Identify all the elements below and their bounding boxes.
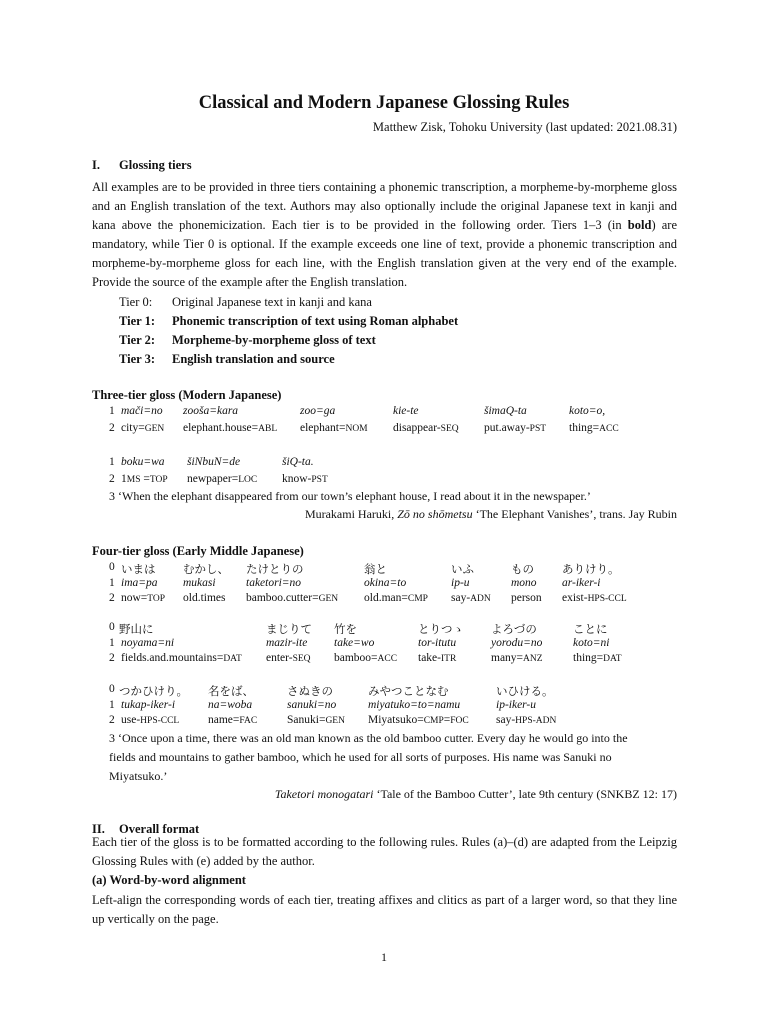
document-title: Classical and Modern Japanese Glossing Rules xyxy=(198,93,570,113)
tier-2-row: Tier 2: Morpheme-by-morpheme gloss of text xyxy=(119,333,376,347)
section-heading-1 xyxy=(92,158,192,173)
example-heading-three-tier: Three-tier gloss (Modern Japanese) xyxy=(92,388,282,402)
paragraph-overall-format: Each tier of the gloss is to be formatted according to the following rules. Rules (a)–(d) are adapted from the Leipzig Glossing Rules with (e) added by the author. xyxy=(92,835,677,868)
document-page: Classical and Modern Japanese Glossing Rules Matthew Zisk, Tohoku University (last updated: 2021.08.31) I. Glossing tiers All examples are to be provided in three tiers containing a phonemic transcription, a morpheme-by-morpheme gloss and an English translation of the text. Authors may also optionally include the original Japanese text in kanji and kana above the phonemicization. Each tier is to be provided in the following order. Tiers 1–3 (in bold) are mandatory, while Tier 0 is optional. If the example exceeds one line of text, provide a phonemic transcription and morpheme-by-morpheme gloss for each line, with the English translation given at the very end of the example. Provide the source of the example after the English translation. Tier 0: Original Japanese text in kanji and kana Tier 1: Phonemic transcription of text using Roman alphabet Tier 2: Morpheme-by-morpheme gloss of text Tier 3: English translation and source Three-tier gloss (Modern Japanese) 1 mači=no zooša=kara zoo=ga kie-te šimaQ-ta koto=o, 2 city=GEN elephant.house=ABL elephant=NOM disappear-SEQ put.away-PST thing=ACC 1 boku=wa šiNbuN=de šiQ-ta. 2 1MS =TOP newpaper=LOC know-PST 3 ‘When the elephant disappeared from our town’s elephant house, I read about it in the newspaper.’ Murakami Haruki, Zō no shōmetsu ‘The Elephant Vanishes’, trans. Jay Rubin Four-tier gloss (Early Middle Japanese) 0 いまは むかし、 たけとりの 翁と いふ もの ありけり。 1 ima=pa mukasi taketori=no okina=to ip-u mono ar-iker-i 2 now=TOP old.times bamboo.cutter=GEN old.man=CMP say-ADN person exist-HPS-CCL 0 野山に まじりて 竹を とりつゝ よろづの ことに 1 noyama=ni mazir-ite take=wo tor-itutu yorodu=no koto=ni 2 fields.and.mountains=DAT enter-SEQ bamboo=ACC take-ITR many=ANZ thing=DAT 0 つかひけり。 名をば、 さぬきの みやつことなむ いひける。 1 tukap-iker-i na=woba sanuki=no miyatuko=to=namu ip-iker-u 2 use-HPS-CCL name=FAC Sanuki=GEN Miyatsuko=CMP=FOC say-HPS-ADN 3 ‘Once upon a time, there was an old man known as the old bamboo cutter. Every day he would go into the fields and mountains to gather bamboo, which he used for all sorts of purposes. His name was Sanuki no Miyatsuko.’ Taketori monogatari ‘Tale of the Bamboo Cutter’, late 9th century (SNKBZ 12: 17) II. Overall format Each tier of the gloss is to be formatted according to the following rules. Rules (a)–(d) are adapted from the Leipzig Glossing Rules with (e) added by the author. (a) Word-by-word alignment Left-align the corresponding words of each tier, treating affixes and clitics as part of a larger word, so that they line up vertically on the page. 1 xyxy=(0,0,768,1024)
translation-line-2: fields and mountains to gather bamboo, which he used for all sorts of purposes. His name was Sanuki no xyxy=(109,750,612,764)
section-number: I. xyxy=(92,158,100,172)
example-source-2: Taketori monogatari ‘Tale of the Bamboo Cutter’, late 9th century (SNKBZ 12: 17) xyxy=(274,787,677,801)
translation-line-1: 3 ‘Once upon a time, there was an old man known as the old bamboo cutter. Every day he would go into the xyxy=(109,731,628,745)
example-source: Murakami Haruki, Zō no shōmetsu ‘The Elephant Vanishes’, trans. Jay Rubin xyxy=(304,507,677,521)
paragraph-glossing-tiers: All examples are to be provided in three tiers containing a phonemic transcription, a morpheme-by-morpheme gloss and an English translation of the text. Authors may also optionally include the original Japanese text in kanji and kana above the phonemicization. Each tier is to be provided in the following order. Tiers 1–3 (in bold) are mandatory, while Tier 0 is optional. If the example exceeds one line of text, provide a phonemic transcription and morpheme-by-morpheme gloss for each line, with the English translation given at the very end of the example. Provide the source of the example after the English translation. xyxy=(92,180,678,289)
tier-3-row: Tier 3: English translation and source xyxy=(119,352,335,366)
tier-0-row: Tier 0: Original Japanese text in kanji and kana xyxy=(119,295,372,309)
section-title: Overall format xyxy=(119,822,200,836)
author-line: Matthew Zisk, Tohoku University (last updated: 2021.08.31) xyxy=(372,120,677,134)
translation-line: 3 ‘When the elephant disappeared from our town’s elephant house, I read about it in the newspaper.’ xyxy=(109,489,591,503)
paragraph-word-alignment: Left-align the corresponding words of each tier, treating affixes and clitics as part of a larger word, so that they line up vertically on the page. xyxy=(92,893,677,926)
section-number: II. xyxy=(92,822,105,836)
tier-1-row: Tier 1: Phonemic transcription of text using Roman alphabet xyxy=(119,314,459,328)
section-title: Glossing tiers xyxy=(119,158,192,172)
translation-line-3: Miyatsuko.’ xyxy=(109,769,168,783)
page-number: 1 xyxy=(381,950,387,964)
subheading-word-alignment: (a) Word-by-word alignment xyxy=(92,873,246,887)
example-heading-four-tier: Four-tier gloss (Early Middle Japanese) xyxy=(92,544,304,558)
